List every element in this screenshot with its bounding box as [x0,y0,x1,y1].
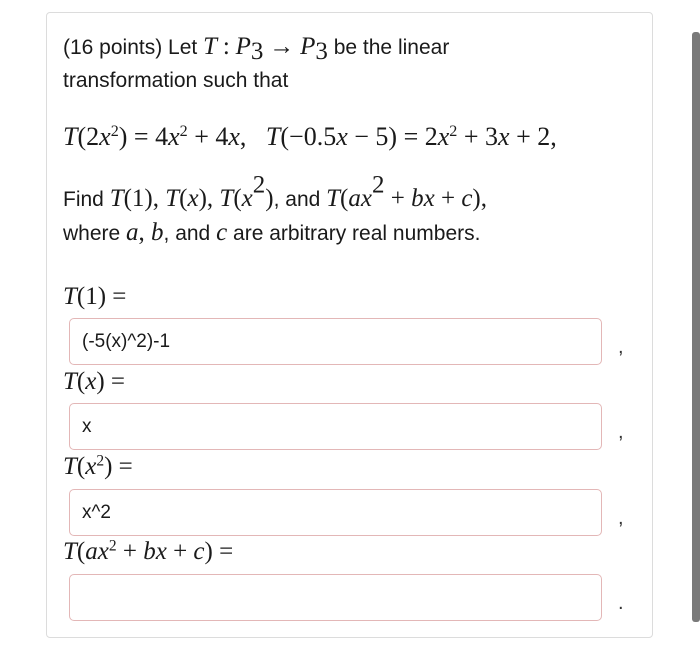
given-equations: $T(2x^2) = 4x^2 + 4x$, $T(-0.5x - 5) = 2x^2 + 3x + 2$, [63,122,557,151]
find-instructions: Find T(1), T(x), $T(x^2)$, and $T(ax^2$ + bx + c), where a, b, and c are arbitrary real numbers. [63,171,487,246]
comma-3: , [618,507,624,529]
period-4: . [618,592,624,614]
comma-2: , [618,421,624,443]
answer-t-of-x-squared-input[interactable] [69,489,602,536]
answer-t-of-x-input[interactable] [69,403,602,450]
comma-1: , [618,336,624,358]
question-intro: (16 points) Let T : $P_3 \to P_3$ be the linear transformation such that [63,33,450,92]
answer-t-of-general-poly-input[interactable] [69,574,602,621]
label-t-of-1: T(1) = [63,283,127,310]
label-t-of-x-squared: $T(x^2)$ = [63,452,133,480]
answer-t-of-1-input[interactable] [69,318,602,365]
scrollbar[interactable] [692,32,700,622]
label-t-of-general-poly: $T(ax^2$ + bx + c) = [63,537,234,565]
label-t-of-x: T(x) = [63,368,126,395]
